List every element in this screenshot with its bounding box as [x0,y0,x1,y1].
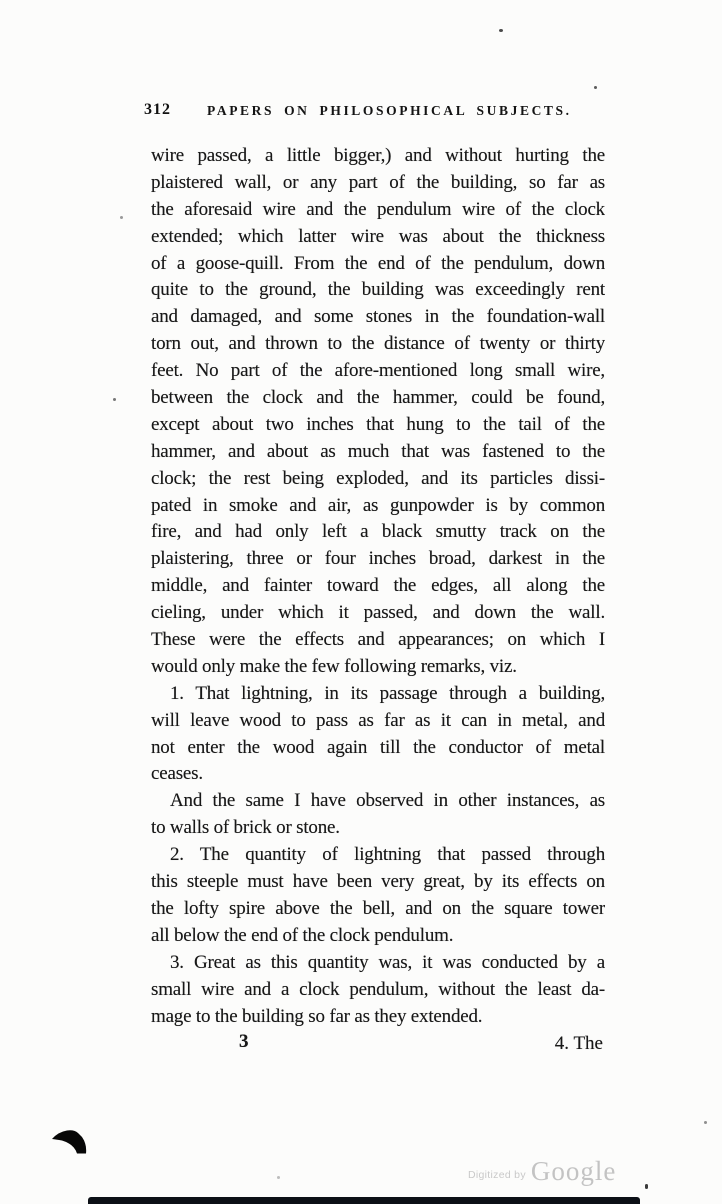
text-line: small wire and a clock pendulum, without the least da- [151,978,605,1000]
text-line: 3. Great as this quantity was, it was conducted by a [170,951,605,973]
scan-speck [113,398,116,401]
page-number: 312 [144,101,171,118]
text-line: wire passed, a little bigger,) and without hurting the [151,145,605,166]
text-line: feet. No part of the afore-mentioned long small wire, [151,360,605,382]
text-line: the aforesaid wire and the pendulum wire of the clock [151,198,605,220]
text-line: to walls of brick or stone. [151,817,340,839]
text-line: clock; the rest being exploded, and its particles dissi- [151,467,605,489]
scan-speck [499,29,503,32]
text-line: cieling, under which it passed, and down the wall. [151,602,605,624]
text-line: 1. That lightning, in its passage through a building, [170,682,605,704]
text-line: except about two inches that hung to the tail of the [151,413,605,435]
catchword: 4. The [554,1033,603,1054]
text-line: torn out, and thrown to the distance of twenty or thirty [151,333,605,355]
scan-edge-bar [88,1197,640,1204]
text-line: These were the effects and appearances; on which I [151,629,605,651]
text-line: extended; which latter wire was about the thickness [151,225,605,247]
text-line: plaistering, three or four inches broad, darkest in the [151,548,605,570]
text-line: hammer, and about as much that was fastened to the [151,440,605,462]
scan-speck [704,1121,707,1124]
text-line: And the same I have observed in other instances, as [170,790,605,812]
text-line: pated in smoke and air, as gunpowder is by common [151,494,605,516]
scan-speck [645,1184,648,1189]
scan-speck [277,1176,280,1179]
text-line: 2. The quantity of lightning that passed through [170,844,605,866]
text-line: ceases. [151,763,203,785]
text-line: plaistered wall, or any part of the building, so far as [151,171,605,193]
text-line: mage to the building so far as they extended. [151,1005,483,1027]
text-line: all below the end of the clock pendulum. [151,924,454,946]
running-head-title: PAPERS ON PHILOSOPHICAL SUBJECTS. [207,103,572,118]
signature-mark: 3 [239,1031,249,1052]
google-logo-text: Google [530,1156,617,1186]
running-head [0,101,722,123]
ink-blob-mark [50,1128,94,1156]
footer-line [151,1031,605,1058]
scan-speck [120,216,123,219]
text-line: would only make the few following remarks, viz. [151,655,517,677]
digitized-by-google-watermark [468,1150,668,1186]
text-line: fire, and had only left a black smutty track on the [151,521,605,543]
text-line: quite to the ground, the building was exceedingly rent [151,279,605,301]
scan-speck [594,86,597,89]
body-text [151,143,605,1030]
text-line: of a goose-quill. From the end of the pendulum, down [151,252,605,274]
text-line: middle, and fainter toward the edges, all along the [151,575,605,597]
text-line: between the clock and the hammer, could be found, [151,387,605,409]
text-line: will leave wood to pass as far as it can in metal, and [151,709,605,731]
watermark-prefix: Digitized by [468,1169,526,1181]
text-line: the lofty spire above the bell, and on the square tower [151,897,605,919]
text-line: not enter the wood again till the conductor of metal [151,736,605,758]
text-line: this steeple must have been very great, by its effects on [151,871,605,893]
text-line: and damaged, and some stones in the foundation-wall [151,306,605,328]
